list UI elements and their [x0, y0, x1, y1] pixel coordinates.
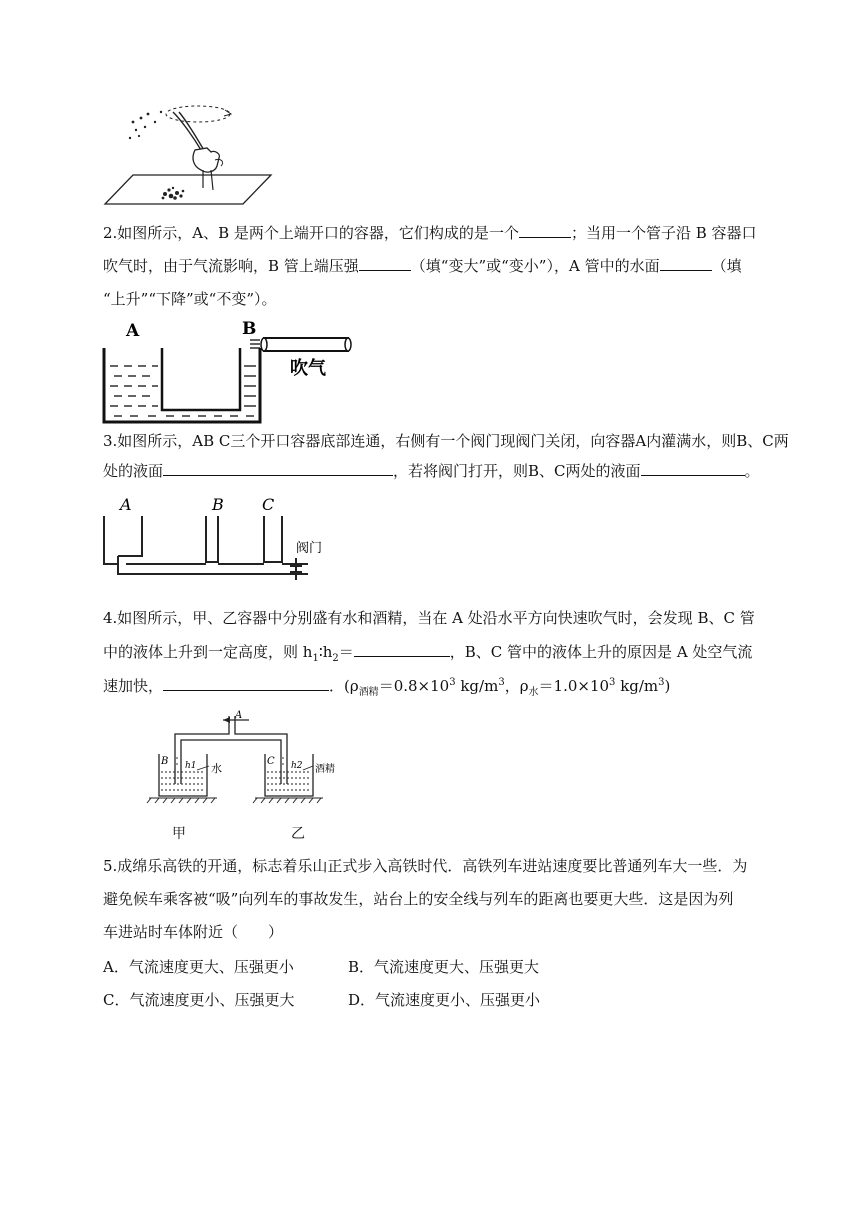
option-text: 气流速度更大、压强更小 — [128, 958, 294, 976]
q4-text: ＝ — [338, 643, 354, 661]
q2-blank-1[interactable] — [519, 223, 571, 238]
option-key: A． — [103, 958, 129, 976]
q4-line-3 — [103, 676, 670, 696]
option-text: 气流速度更小、压强更大 — [129, 991, 295, 1009]
q4-sub: 水 — [528, 687, 539, 698]
q4-sub: 1 — [312, 653, 319, 664]
q3-text: 。 — [744, 462, 760, 480]
q5-text: 避免候车乘客被“吸”向列车的事故发生，站台上的安全线与列车的距离也要更大些．这是因为列 — [103, 890, 734, 908]
q4-line-1 — [103, 608, 755, 628]
q4-text: ∶h — [318, 643, 333, 661]
q4-text: ，ρ — [504, 677, 529, 695]
q4-text: 中的液体上升到一定高度，则 h — [103, 643, 313, 661]
q5-line-2 — [103, 889, 733, 909]
q4-alcohol-label: 酒精 — [315, 764, 335, 775]
q4-label-h2: h2 — [291, 761, 303, 771]
q3-line-2 — [103, 461, 760, 481]
option-key: D． — [348, 991, 376, 1009]
q4-water-label: 水 — [211, 762, 222, 775]
q4-label-c: C — [267, 756, 275, 767]
q4-text: ＝1.0×10 — [538, 677, 610, 695]
q2-text: ；当用一个管子沿 B 容器口 — [570, 224, 757, 242]
q4-blank-1[interactable] — [354, 642, 450, 657]
q3-valve-label: 阀门 — [296, 541, 323, 556]
option-key: C． — [103, 991, 130, 1009]
q1-figure — [103, 100, 273, 205]
q4-sup: 3 — [658, 677, 665, 688]
q4-text: ) — [664, 677, 671, 695]
q4-text: kg/m — [615, 677, 659, 695]
q2-blow-label: 吹气 — [290, 358, 326, 379]
q3-label-b: B — [212, 495, 224, 514]
q4-text: 速加快， — [103, 677, 164, 695]
q2-line-1 — [103, 223, 757, 243]
q4-text: ＝0.8×10 — [378, 677, 450, 695]
q5-option-b[interactable] — [348, 957, 539, 977]
q2-blank-3[interactable] — [660, 256, 712, 271]
q4-text: 4.如图所示，甲、乙容器中分别盛有水和酒精，当在 A 处沿水平方向快速吹气时，会发现 B、C 管 — [103, 609, 755, 627]
option-text: 气流速度更小、压强更小 — [375, 991, 541, 1009]
q2-line-2 — [103, 256, 742, 276]
q4-label-b: B — [161, 756, 169, 767]
q4-text: ，B、C 管中的液体上升的原因是 A 处空气流 — [449, 643, 753, 661]
q3-text: 3.如图所示，AB C三个开口容器底部连通，右侧有一个阀门现阀门关闭，向容器A内灌满水，则B、C两 — [103, 432, 789, 450]
q2-label-b: B — [242, 319, 257, 339]
q4-text: ．(ρ — [329, 677, 359, 695]
q4-blank-2[interactable] — [163, 676, 329, 691]
q4-label-h1: h1 — [185, 761, 197, 771]
q2-blank-2[interactable] — [359, 256, 411, 271]
q2-text: 吹气时，由于气流影响，B 管上端压强 — [103, 257, 359, 275]
q3-line-1 — [103, 431, 789, 451]
q4-sup: 3 — [449, 677, 456, 688]
q3-text: 处的液面 — [103, 462, 164, 480]
q5-text: 5.成绵乐高铁的开通，标志着乐山正式步入高铁时代．高铁列车进站速度要比普通列车大一些．为 — [103, 857, 748, 875]
q4-text: kg/m — [455, 677, 499, 695]
q4-line-2 — [103, 642, 752, 662]
q3-blank-2[interactable] — [641, 461, 745, 476]
q4-sup: 3 — [498, 677, 505, 688]
q5-option-d[interactable] — [348, 990, 540, 1010]
q5-line-3 — [103, 922, 283, 942]
q4-figure — [145, 708, 345, 808]
q2-label-a: A — [126, 321, 140, 341]
q5-option-c[interactable] — [103, 990, 295, 1010]
q4-sub: 2 — [332, 653, 339, 664]
q2-text: 2.如图所示，A、B 是两个上端开口的容器，它们构成的是一个 — [103, 224, 519, 242]
q2-text: （填“变大”或“变小”），A 管中的水面 — [410, 257, 660, 275]
q4-sup: 3 — [609, 677, 616, 688]
q3-figure — [100, 494, 340, 589]
q2-text: （填 — [711, 257, 742, 275]
q4-label-a: A — [235, 710, 243, 721]
q2-line-3 — [103, 289, 277, 309]
q3-label-a: A — [120, 495, 132, 514]
q4-caption-right: 乙 — [291, 826, 305, 842]
q4-caption-left: 甲 — [172, 826, 186, 842]
option-text: 气流速度更大、压强更大 — [374, 958, 540, 976]
q3-label-c: C — [262, 495, 275, 514]
q2-figure — [100, 318, 362, 428]
q5-text: 车进站时车体附近（ ） — [103, 923, 284, 941]
q2-text: “上升”“下降”或“不变”）。 — [103, 290, 277, 308]
q5-line-1 — [103, 856, 747, 876]
q5-option-a[interactable] — [103, 957, 294, 977]
q4-sub: 酒精 — [358, 687, 379, 698]
q3-blank-1[interactable] — [163, 461, 393, 476]
option-key: B． — [348, 958, 375, 976]
q3-text: ，若将阀门打开，则B、C两处的液面 — [393, 462, 641, 480]
